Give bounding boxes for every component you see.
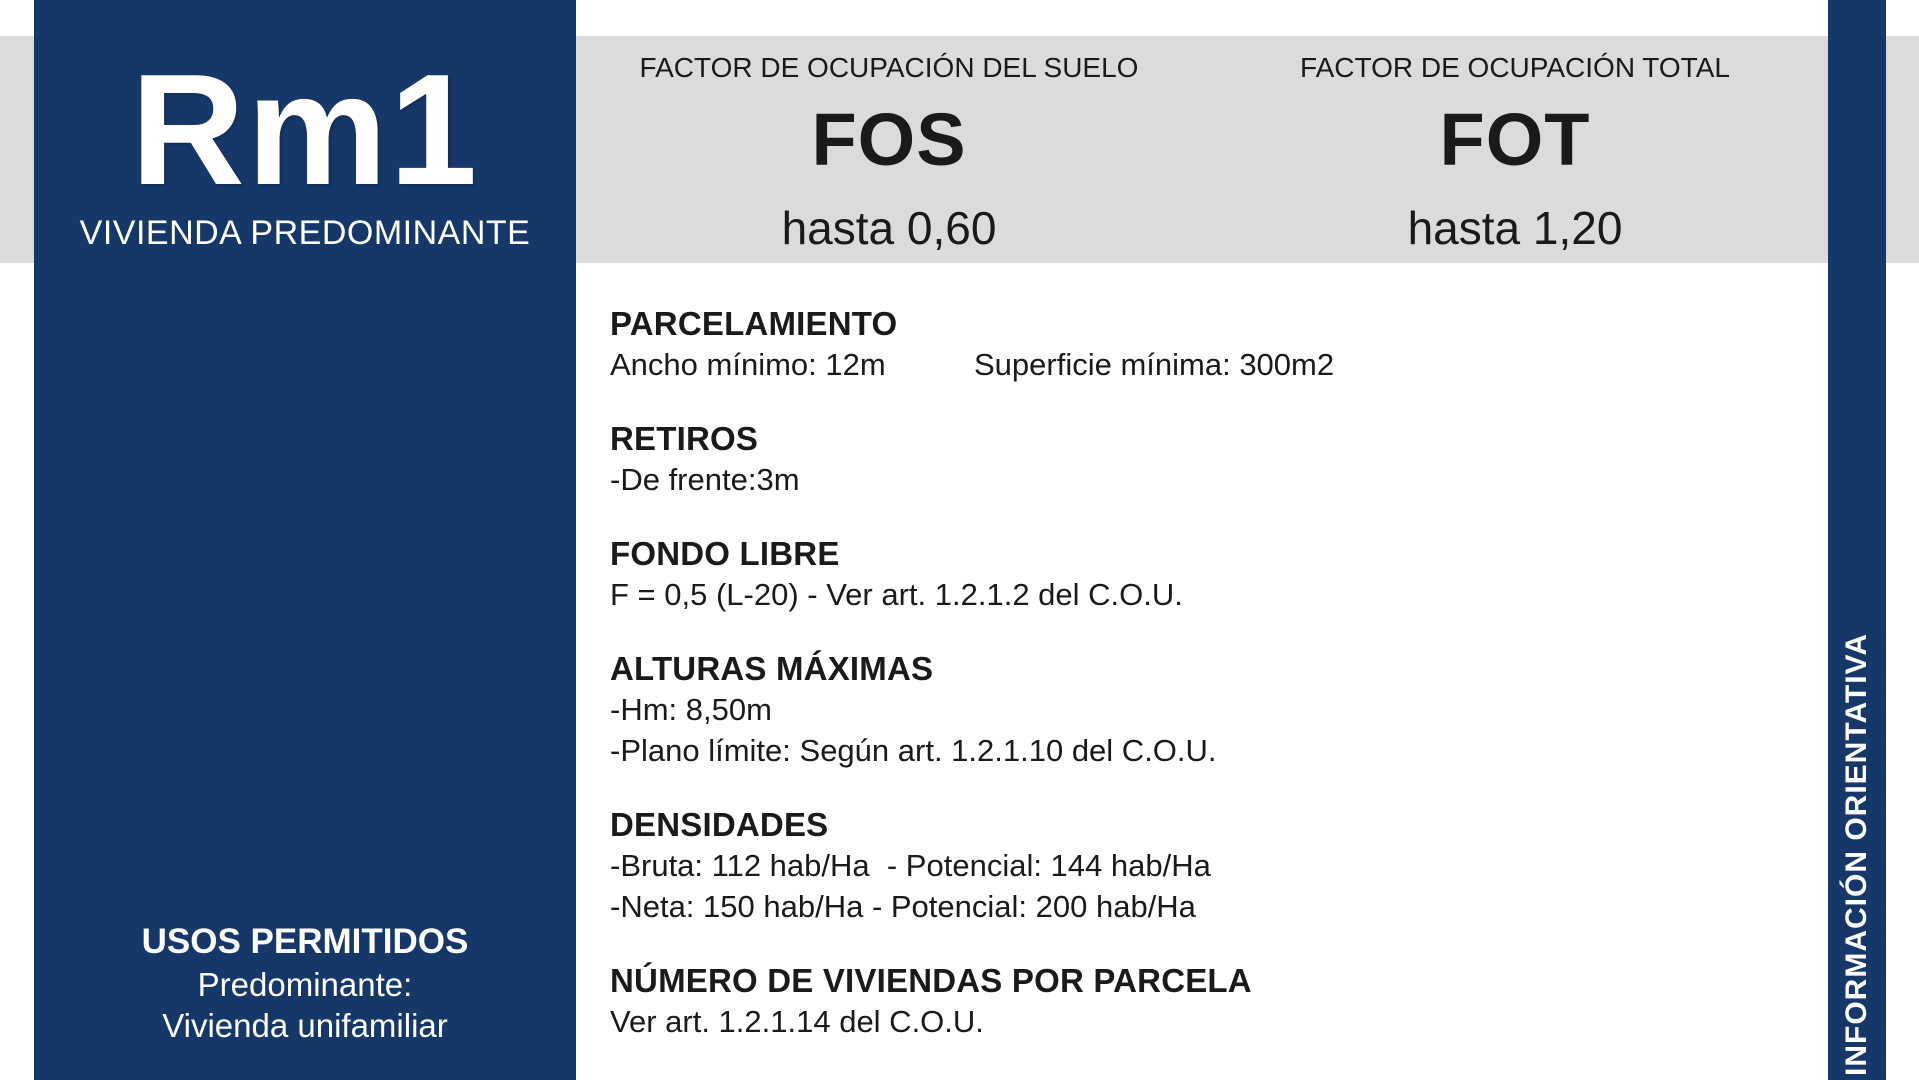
regulations-content bbox=[610, 303, 1800, 1075]
section-numero-viviendas bbox=[610, 960, 1800, 1042]
section-alturas-maximas bbox=[610, 648, 1800, 771]
section-title: DENSIDADES bbox=[610, 806, 829, 843]
zone-code: Rm1 bbox=[130, 42, 480, 218]
section-line bbox=[610, 344, 1800, 385]
permitted-uses-title: USOS PERMITIDOS bbox=[141, 922, 469, 961]
section-parcelamiento bbox=[610, 303, 1800, 385]
permitted-uses-line-predominante: Predominante: bbox=[197, 966, 413, 1003]
section-line: -Bruta: 112 hab/Ha - Potencial: 144 hab/Ha bbox=[610, 848, 1211, 883]
factor-fot-acronym: FOT bbox=[1439, 98, 1591, 181]
section-title: FONDO LIBRE bbox=[610, 535, 840, 572]
section-line: F = 0,5 (L-20) - Ver art. 1.2.1.2 del C.O.U. bbox=[610, 577, 1183, 612]
orientative-info-strip bbox=[1828, 0, 1886, 1080]
factor-fos-value: hasta 0,60 bbox=[781, 202, 997, 254]
parcelamiento-ancho: Ancho mínimo: 12m bbox=[610, 347, 886, 382]
section-line: -Plano límite: Según art. 1.2.1.10 del C.O.U. bbox=[610, 733, 1217, 768]
section-retiros bbox=[610, 418, 1800, 500]
section-title: ALTURAS MÁXIMAS bbox=[610, 650, 934, 687]
permitted-uses-line-vivienda: Vivienda unifamiliar bbox=[162, 1007, 448, 1044]
factor-fos-label: FACTOR DE OCUPACIÓN DEL SUELO bbox=[639, 52, 1139, 83]
permitted-uses-block bbox=[34, 920, 576, 1046]
section-title: RETIROS bbox=[610, 420, 759, 457]
section-line: Ver art. 1.2.1.14 del C.O.U. bbox=[610, 1004, 984, 1039]
parcelamiento-superficie: Superficie mínima: 300m2 bbox=[974, 347, 1335, 382]
factor-fot bbox=[1202, 36, 1828, 263]
section-title: NÚMERO DE VIVIENDAS POR PARCELA bbox=[610, 962, 1252, 999]
section-line: -De frente:3m bbox=[610, 462, 800, 497]
section-title: PARCELAMIENTO bbox=[610, 305, 898, 342]
factor-fos bbox=[576, 36, 1202, 263]
occupation-factors-header bbox=[576, 36, 1828, 263]
section-line: -Hm: 8,50m bbox=[610, 692, 772, 727]
section-densidades bbox=[610, 804, 1800, 927]
section-fondo-libre bbox=[610, 533, 1800, 615]
factor-fos-acronym: FOS bbox=[811, 98, 967, 181]
section-line: -Neta: 150 hab/Ha - Potencial: 200 hab/Ha bbox=[610, 889, 1196, 924]
factor-fot-label: FACTOR DE OCUPACIÓN TOTAL bbox=[1300, 52, 1730, 83]
zone-subtitle: VIVIENDA PREDOMINANTE bbox=[79, 214, 531, 252]
zone-panel bbox=[34, 0, 576, 1080]
orientative-info-label: INFORMACIÓN ORIENTATIVA bbox=[1840, 633, 1873, 1076]
factor-fot-value: hasta 1,20 bbox=[1407, 202, 1623, 254]
